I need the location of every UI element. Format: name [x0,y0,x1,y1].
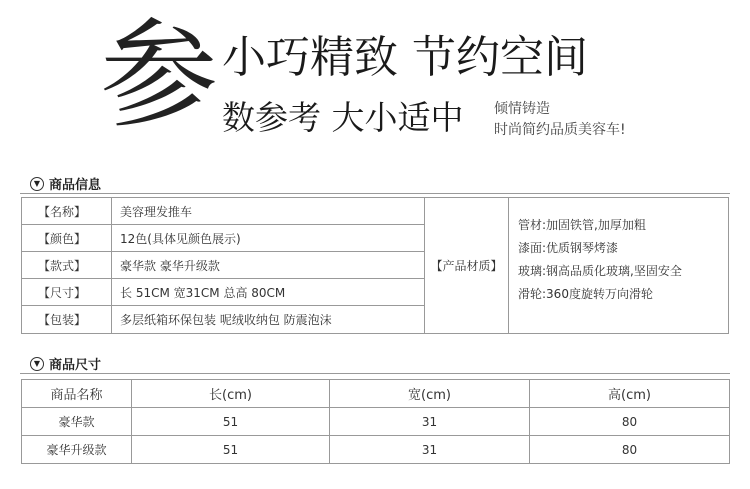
info-row-label: 【尺寸】 [22,279,112,306]
material-item: 漆面:优质钢琴烤漆 [518,241,619,255]
size-table [21,379,730,464]
material-label: 【产品材质】 [425,198,509,333]
size-cell: 51 [132,408,330,436]
chevron-down-icon: ▼ [30,177,44,191]
hero-banner [0,0,750,160]
info-row [22,252,425,279]
size-table-row [22,436,730,464]
info-row-value: 多层纸箱环保包装 呢绒收纳包 防震泡沫 [112,306,425,333]
info-row [22,198,425,225]
info-row-value: 长 51CM 宽31CM 总高 80CM [112,279,425,306]
size-cell: 豪华款 [22,408,132,436]
material-list [518,214,682,306]
chevron-down-icon: ▼ [30,357,44,371]
divider [20,373,730,374]
size-header-cell: 宽(cm) [330,380,530,408]
material-item: 玻璃:钢高品质化玻璃,坚固安全 [518,264,682,278]
size-table-row [22,408,730,436]
hero-tagline-line: 倾情铸造 [494,101,550,117]
hero-headline: 小巧精致 节约空间 [222,32,588,83]
info-row-value: 美容理发推车 [112,198,425,225]
size-cell: 80 [530,408,730,436]
hero-tagline [494,99,626,141]
hero-tagline-line: 时尚简约品质美容车! [494,122,626,138]
info-row-label: 【包装】 [22,306,112,333]
info-row-label: 【颜色】 [22,225,112,252]
info-row-value: 豪华款 豪华升级款 [112,252,425,279]
product-info-table [21,197,729,334]
size-header-cell: 高(cm) [530,380,730,408]
size-cell: 31 [330,436,530,464]
size-section-title: 商品尺寸 [49,358,102,373]
info-row-value: 12色(具体见颜色展示) [112,225,425,252]
size-cell: 80 [530,436,730,464]
divider [20,193,730,194]
info-row-label: 【款式】 [22,252,112,279]
size-section-heading [30,354,101,373]
info-section-heading [30,174,101,193]
info-row [22,279,425,306]
size-table-header [22,380,730,408]
size-cell: 31 [330,408,530,436]
material-item: 管材:加固铁管,加厚加粗 [518,218,646,232]
info-row-label: 【名称】 [22,198,112,225]
hero-big-character: 参 [100,6,219,144]
info-row [22,306,425,333]
size-header-cell: 长(cm) [132,380,330,408]
info-section-title: 商品信息 [49,178,102,193]
size-header-cell: 商品名称 [22,380,132,408]
size-cell: 51 [132,436,330,464]
material-item: 滑轮:360度旋转万向滑轮 [518,287,653,301]
size-cell: 豪华升级款 [22,436,132,464]
info-row [22,225,425,252]
hero-subheadline: 数参考 大小适中 [222,98,464,137]
